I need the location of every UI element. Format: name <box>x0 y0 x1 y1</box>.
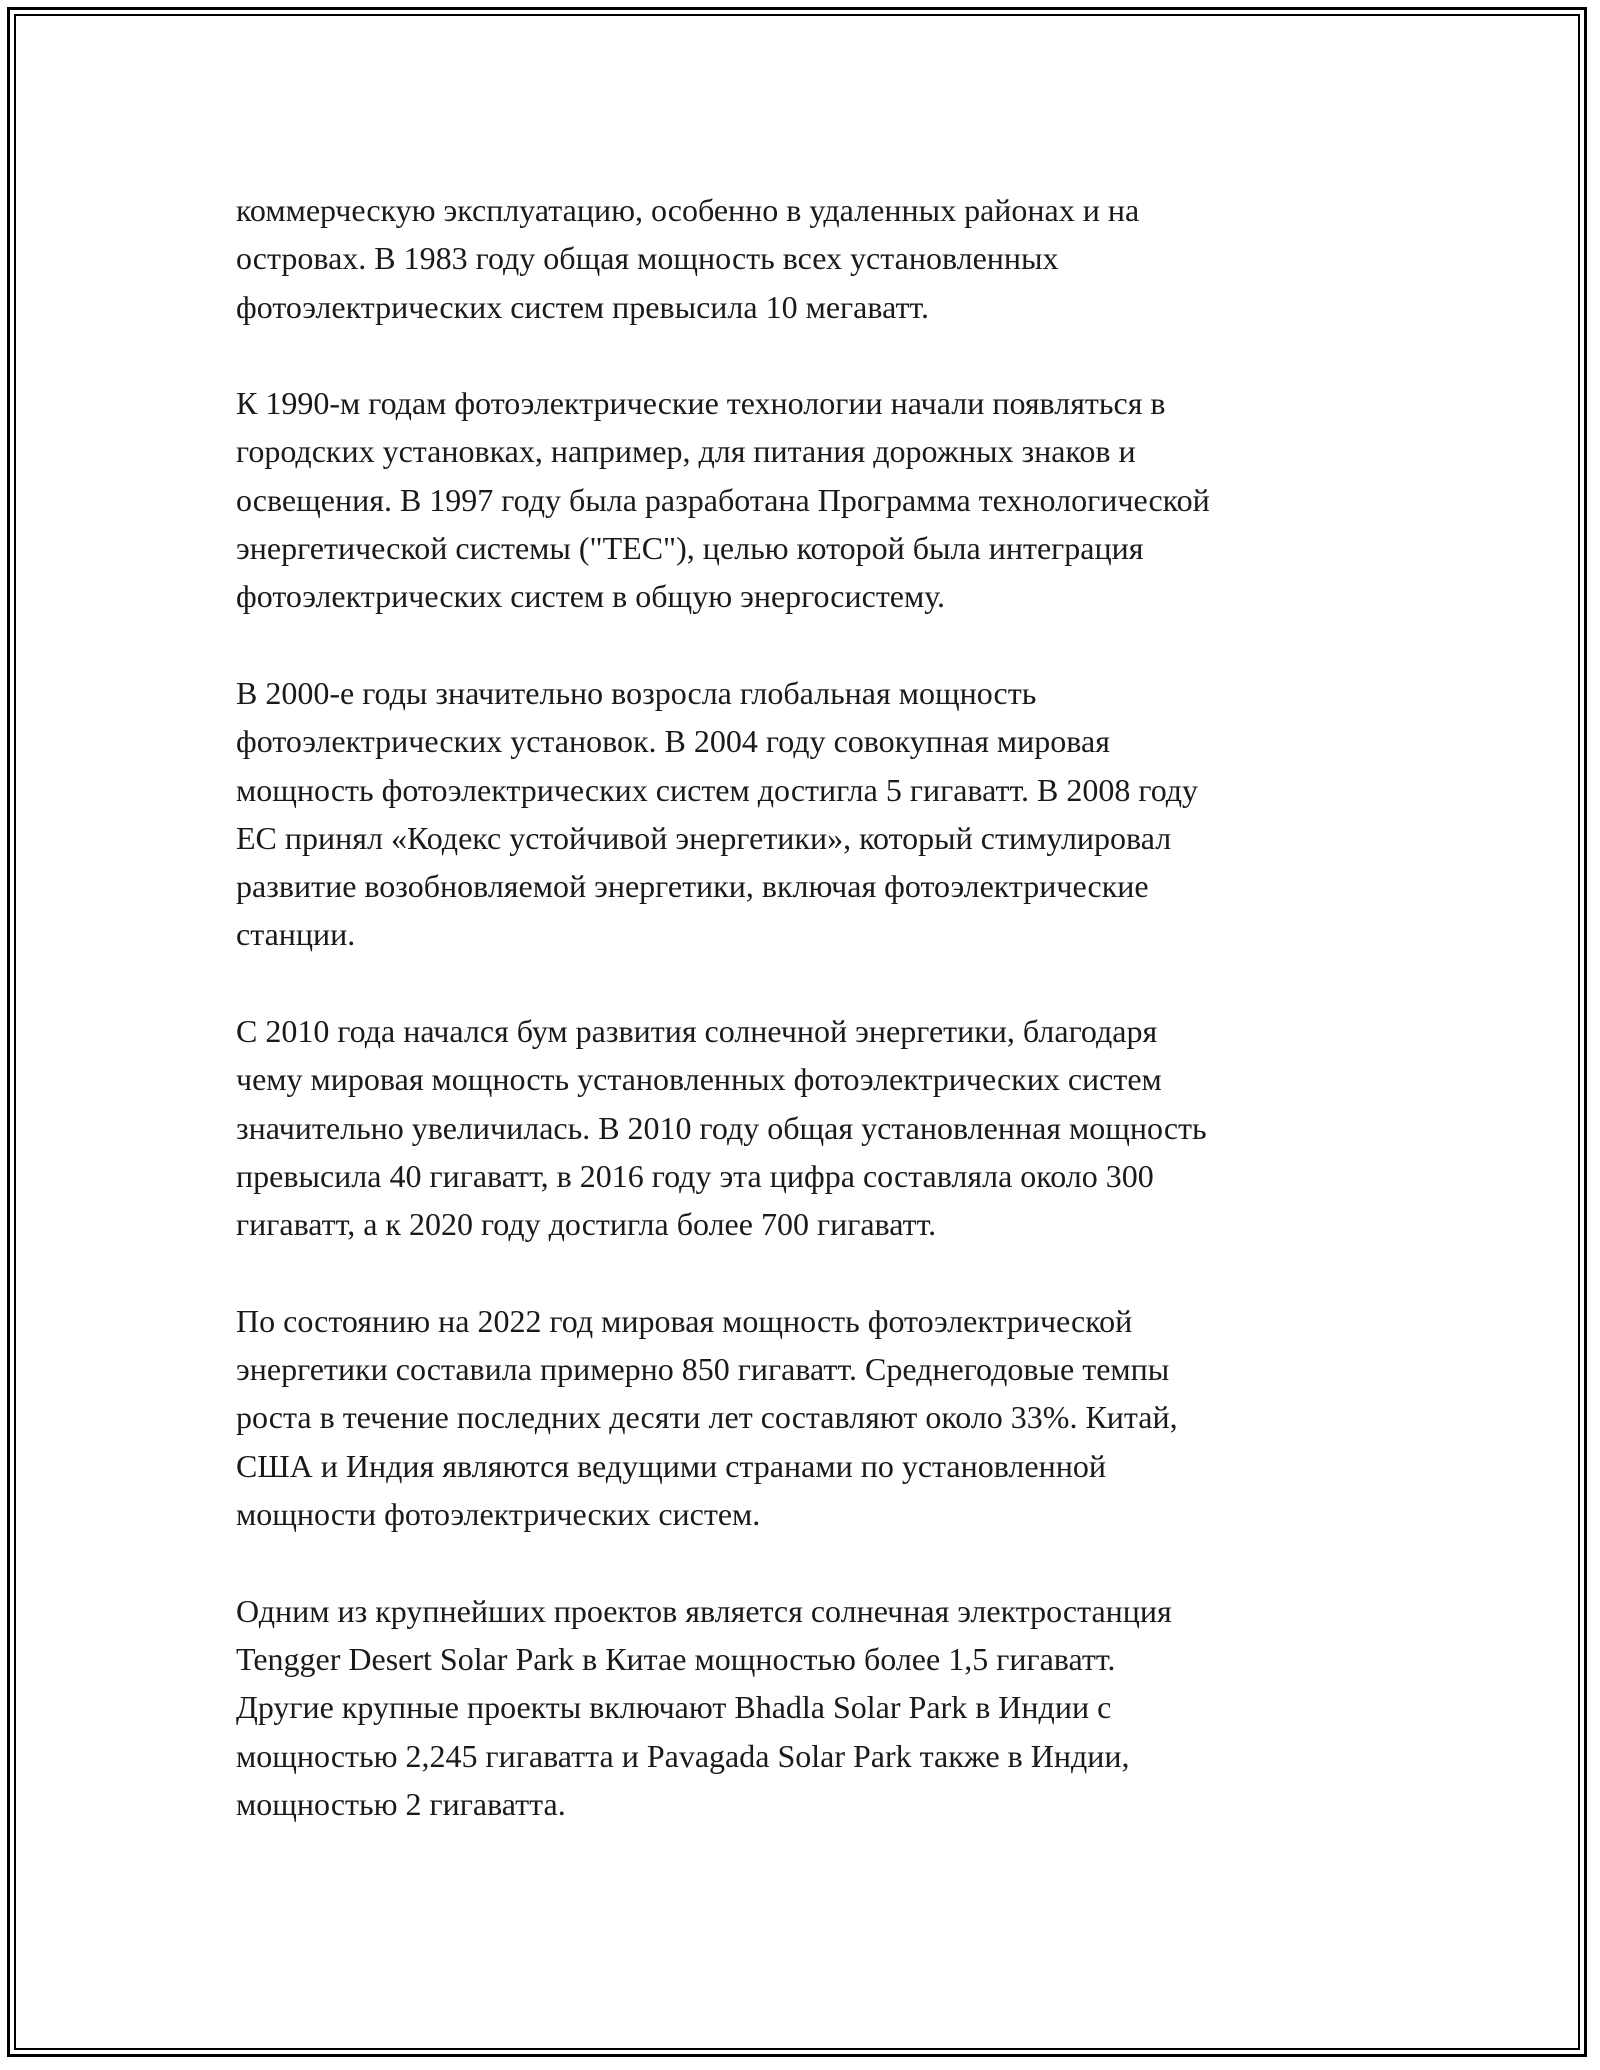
text-line: гигаватт, а к 2020 году достигла более 700 гигаватт. <box>236 1206 937 1243</box>
text-line: По состоянию на 2022 год мировая мощность фотоэлектрической <box>236 1302 1133 1339</box>
text-line: роста в течение последних десяти лет составляют около 33%. Китай, <box>236 1399 1178 1436</box>
paragraph-4 <box>236 1007 1366 1248</box>
text-line: В 2000-е годы значительно возросла глобальная мощность <box>236 674 1037 711</box>
paragraph-1 <box>236 186 1366 331</box>
text-line: США и Индия являются ведущими странами по установленной <box>236 1447 1106 1484</box>
document-body <box>236 186 1366 1876</box>
text-line: фотоэлектрических систем превысила 10 мегаватт. <box>236 288 929 325</box>
text-line: энергетики составила примерно 850 гигаватт. Среднегодовые темпы <box>236 1351 1170 1388</box>
text-line: островах. В 1983 году общая мощность всех установленных <box>236 240 1059 277</box>
text-line: Tengger Desert Solar Park в Китае мощностью более 1,5 гигаватт. <box>236 1640 1116 1677</box>
text-line: ЕС принял «Кодекс устойчивой энергетики», который стимулировал <box>236 819 1172 856</box>
text-line: превысила 40 гигаватт, в 2016 году эта цифра составляла около 300 <box>236 1157 1154 1194</box>
text-line: энергетической системы ("TEC"), целью которой была интеграция <box>236 530 1144 567</box>
text-line: значительно увеличилась. В 2010 году общая установленная мощность <box>236 1109 1207 1146</box>
text-line: Одним из крупнейших проектов является солнечная электростанция <box>236 1592 1172 1629</box>
paragraph-3 <box>236 669 1366 959</box>
text-line: коммерческую эксплуатацию, особенно в удаленных районах и на <box>236 192 1140 228</box>
text-line: развитие возобновляемой энергетики, включая фотоэлектрические <box>236 868 1149 905</box>
text-line: мощности фотоэлектрических систем. <box>236 1496 761 1533</box>
text-line: мощность фотоэлектрических систем достигла 5 гигаватт. В 2008 году <box>236 771 1199 808</box>
text-line: городских установках, например, для питания дорожных знаков и <box>236 433 1136 470</box>
text-line: фотоэлектрических систем в общую энергосистему. <box>236 578 946 615</box>
paragraph-2 <box>236 379 1366 620</box>
text-line: фотоэлектрических установок. В 2004 году совокупная мировая <box>236 723 1110 760</box>
text-line: С 2010 года начался бум развития солнечной энергетики, благодаря <box>236 1013 1158 1050</box>
text-line: станции. <box>236 916 356 953</box>
paragraph-5 <box>236 1297 1366 1538</box>
text-line: мощностью 2,245 гигаватта и Pavagada Solar Park также в Индии, <box>236 1737 1130 1774</box>
text-line: мощностью 2 гигаватта. <box>236 1785 566 1822</box>
paragraph-6 <box>236 1587 1366 1828</box>
text-line: освещения. В 1997 году была разработана Программа технологической <box>236 481 1210 518</box>
text-line: чему мировая мощность установленных фотоэлектрических систем <box>236 1061 1162 1098</box>
text-line: Другие крупные проекты включают Bhadla Solar Park в Индии с <box>236 1689 1112 1726</box>
text-line: К 1990-м годам фотоэлектрические технологии начали появляться в <box>236 385 1166 422</box>
